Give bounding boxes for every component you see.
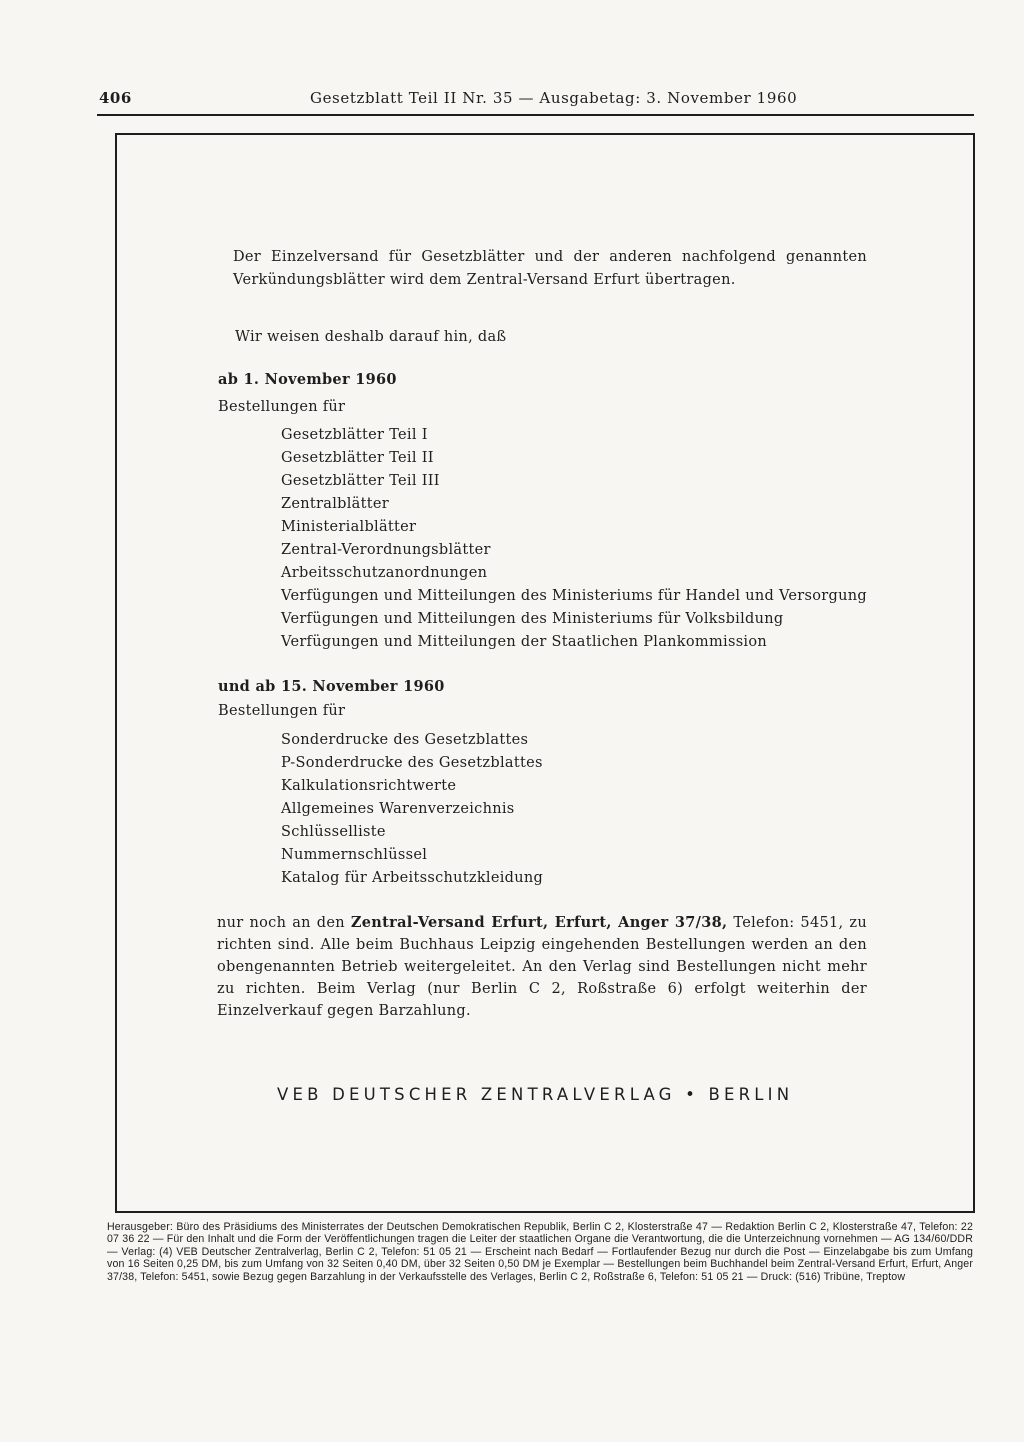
list-item: P-Sonderdrucke des Gesetzblattes <box>281 755 543 771</box>
list-item: Gesetzblätter Teil II <box>281 450 434 466</box>
publication-list-2 <box>281 729 543 890</box>
imprint-footer: Herausgeber: Büro des Präsidiums des Ministerrates der Deutschen Demokratischen Republik, Berlin C 2, Klosterstraße 47 — Redaktion Berlin C 2, Klosterstraße 47, Telefon: 22 07 36 22 — Für den Inhalt und die Form der Veröffentlichungen tragen die Leiter der staatlichen Organe die Verantwortung, die die Unterzeichnung vornehmen — AG 134/60/DDR — Verlag: (4) VEB Deutscher Zentralverlag, Berlin C 2, Telefon: 51 05 21 — Erscheint nach Bedarf — Fortlaufender Bezug nur durch die Post — Einzelabgabe bis zum Umfang von 16 Seiten 0,25 DM, bis zum Umfang von 32 Seiten 0,40 DM, über 32 Seiten 0,50 DM je Exemplar — Bestellungen beim Buchhandel beim Zentral-Versand Erfurt, Erfurt, Anger 37/38, Telefon: 5451, sowie Bezug gegen Barzahlung in der Verkaufsstelle des Verlages, Berlin C 2, Roßstraße 6, Telefon: 51 05 21 — Druck: (516) Tribüne, Treptow <box>107 1221 973 1283</box>
header-rule <box>97 114 974 116</box>
orders-label-2: Bestellungen für <box>218 703 346 719</box>
list-item: Verfügungen und Mitteilungen des Ministeriums für Handel und Versorgung <box>281 588 867 604</box>
intro-paragraph: Der Einzelversand für Gesetzblätter und der anderen nachfolgend genannten Verkündungsblätter wird dem Zentral-Versand Erfurt übertragen. <box>233 249 867 288</box>
list-item: Verfügungen und Mitteilungen der Staatlichen Plankommission <box>281 634 768 650</box>
closing-rest: Telefon: 5451, zu richten sind. Alle beim Buchhaus Leipzig eingehenden Bestellungen werden an den obengenannten Betrieb weitergeleitet. An den Verlag sind Bestellungen nicht mehr zu richten. Beim Verlag (nur Berlin C 2, Roßstraße 6) erfolgt weiterhin der Einzelverkauf gegen Barzahlung. <box>217 915 867 1019</box>
closing-lead: nur noch an den <box>217 915 351 931</box>
list-item: Gesetzblätter Teil I <box>281 427 428 443</box>
list-item: Verfügungen und Mitteilungen des Ministeriums für Volksbildung <box>281 611 784 627</box>
publisher-signature: VEB DEUTSCHER ZENTRALVERLAG • BERLIN <box>277 1085 794 1104</box>
closing-address: Zentral-Versand Erfurt, Erfurt, Anger 37/38, <box>350 914 728 931</box>
list-item: Allgemeines Warenverzeichnis <box>281 801 515 817</box>
page-number: 406 <box>99 89 132 107</box>
list-item: Zentral-Verordnungsblätter <box>281 542 491 558</box>
list-item: Kalkulationsrichtwerte <box>281 778 457 794</box>
date-heading-1: ab 1. November 1960 <box>218 371 397 388</box>
list-item: Katalog für Arbeitsschutzkleidung <box>281 870 544 886</box>
date-heading-2: und ab 15. November 1960 <box>218 678 445 695</box>
notice-box <box>115 133 975 1213</box>
remark-line: Wir weisen deshalb darauf hin, daß <box>235 329 507 345</box>
list-item: Ministerialblätter <box>281 519 417 535</box>
orders-label-1: Bestellungen für <box>218 399 346 415</box>
list-item: Nummernschlüssel <box>281 847 428 863</box>
list-item: Gesetzblätter Teil III <box>281 473 440 489</box>
list-item: Zentralblätter <box>281 496 389 512</box>
list-item: Schlüsselliste <box>281 824 386 840</box>
list-item: Sonderdrucke des Gesetzblattes <box>281 732 529 748</box>
publication-list-1 <box>281 424 867 654</box>
list-item: Arbeitsschutzanordnungen <box>281 565 488 581</box>
running-header: Gesetzblatt Teil II Nr. 35 — Ausgabetag: 3. November 1960 <box>310 89 798 107</box>
closing-paragraph <box>217 912 867 1022</box>
